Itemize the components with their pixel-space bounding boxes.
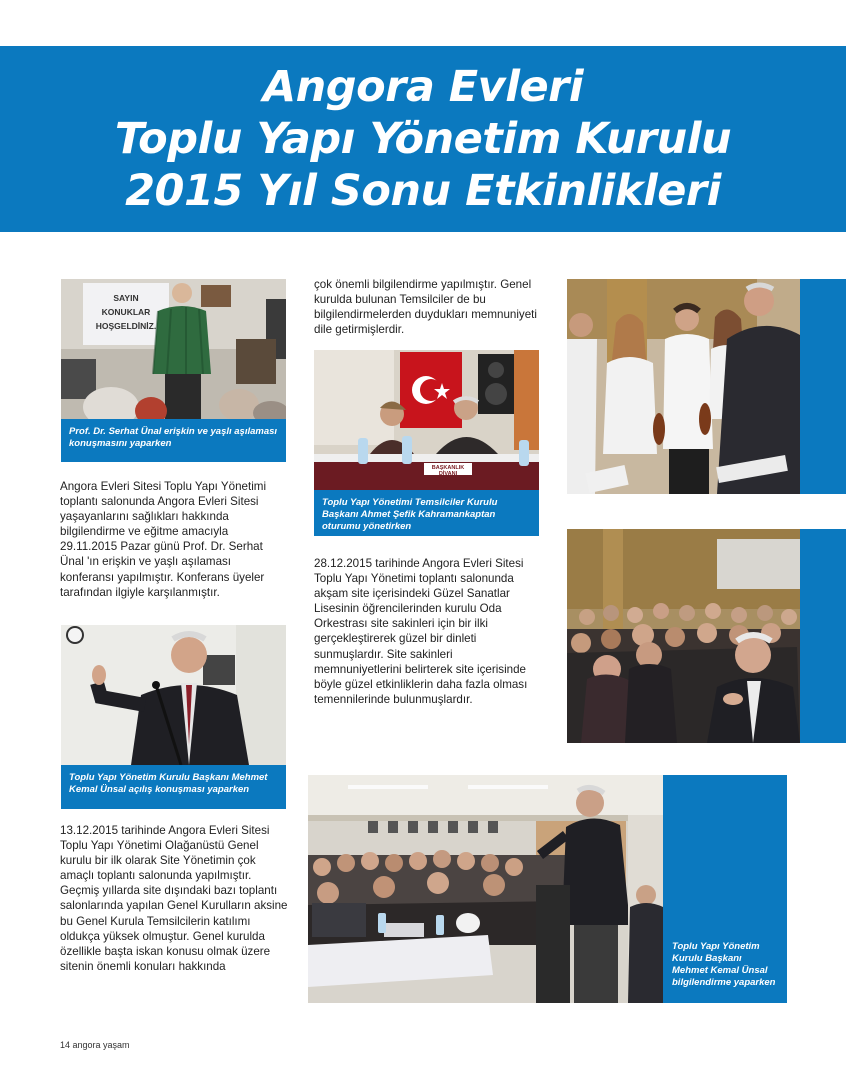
table-sign: BAŞKANLIK DİVANI: [431, 465, 465, 477]
slide-text: [85, 291, 167, 333]
page-footer: 14 angora yaşam: [60, 1040, 130, 1050]
accent-bar-orchestra: [800, 279, 846, 494]
accent-bar-audience: [800, 529, 846, 743]
caption-speaker-conference: Prof. Dr. Serhat Ünal erişkin ve yaşlı aşılaması konuşmasını yaparken: [61, 419, 286, 462]
caption-opening-speech: Toplu Yapı Yönetim Kurulu Başkanı Mehmet Kemal Ünsal açılış konuşması yaparken: [61, 765, 286, 809]
title-line-1: Angora Evleri: [262, 62, 584, 112]
title-line-2: Toplu Yapı Yönetim Kurulu: [114, 114, 732, 164]
article-general-assembly: 13.12.2015 tarihinde Angora Evleri Sitesi Toplu Yapı Yönetimi Olağanüstü Genel kurulu bir ilk olarak Site Yönetimin çok amaçlı toplantı salonunda yapılmıştır. Geçmiş yıllarda site dışındaki bazı toplantı salonlarında yapılan Genel Kurulların aksine bu Genel Kurula Temsilcilerin katılımı oldukça yüksek olmuştur. Genel kurulda özellikle başta iskan konusu olmak üzere sitenin önemli konuları hakkında: [60, 824, 288, 973]
article-orchestra: 28.12.2015 tarihinde Angora Evleri Sitesi Toplu Yapı Yönetimi toplantı salonunda akşam site içerisindeki Güzel Sanatlar Lisesinin öğrencilerinden kurulu Oda Orkestrası site sakinleri için bir ilki gerçekleştirerek güzel bir dinleti sunmuşlardır. Site sakinleri memnuniyetlerini belirterek site içerisinde böyle güzel etkinliklerin daha fazla olması temennilerinde bulunmuşlardır.: [314, 557, 528, 706]
caption-panel-session: Toplu Yapı Yönetimi Temsilciler Kurulu Başkanı Ahmet Şefik Kahramankaptan oturumu yönetirken: [314, 490, 539, 536]
caption-general-assembly: Toplu Yapı Yönetim Kurulu Başkanı Mehmet Kemal Ünsal bilgilendirme yaparken: [663, 775, 787, 1003]
title-banner: [0, 46, 846, 232]
title-line-3: 2015 Yıl Sonu Etkinlikleri: [125, 166, 721, 216]
photo-opening-speech: [61, 625, 286, 765]
slide-line-1: SAYIN: [113, 293, 139, 303]
photo-audience: [567, 529, 800, 743]
photo-orchestra: [567, 279, 800, 494]
article-conference: Angora Evleri Sitesi Toplu Yapı Yönetimi toplantı salonunda Angora Evleri Sitesi yaşayanlarını sağlıkları hakkında bilgilendirme ve eğitme amacıyla 29.11.2015 Pazar günü Prof. Dr. Serhat Ünal 'ın erişkin ve yaşlı aşılaması konferansı yapılmıştır. Konferans üyeler tarafından ilgiyle karşılanmıştır.: [60, 480, 267, 599]
photo-panel-session: [314, 350, 539, 490]
photo-speaker-conference: [61, 279, 286, 419]
slide-line-2: KONUKLAR: [101, 307, 151, 317]
slide-line-3: HOŞGELDİNİZ.: [95, 321, 157, 331]
photo-general-assembly: [308, 775, 663, 1003]
article-general-assembly-continued: çok önemli bilgilendirme yapılmıştır. Genel kurulda bulunan Temsilciler de bu bilgilendirmelerden duydukları memnuniyeti dile getirmişlerdir.: [314, 278, 537, 337]
